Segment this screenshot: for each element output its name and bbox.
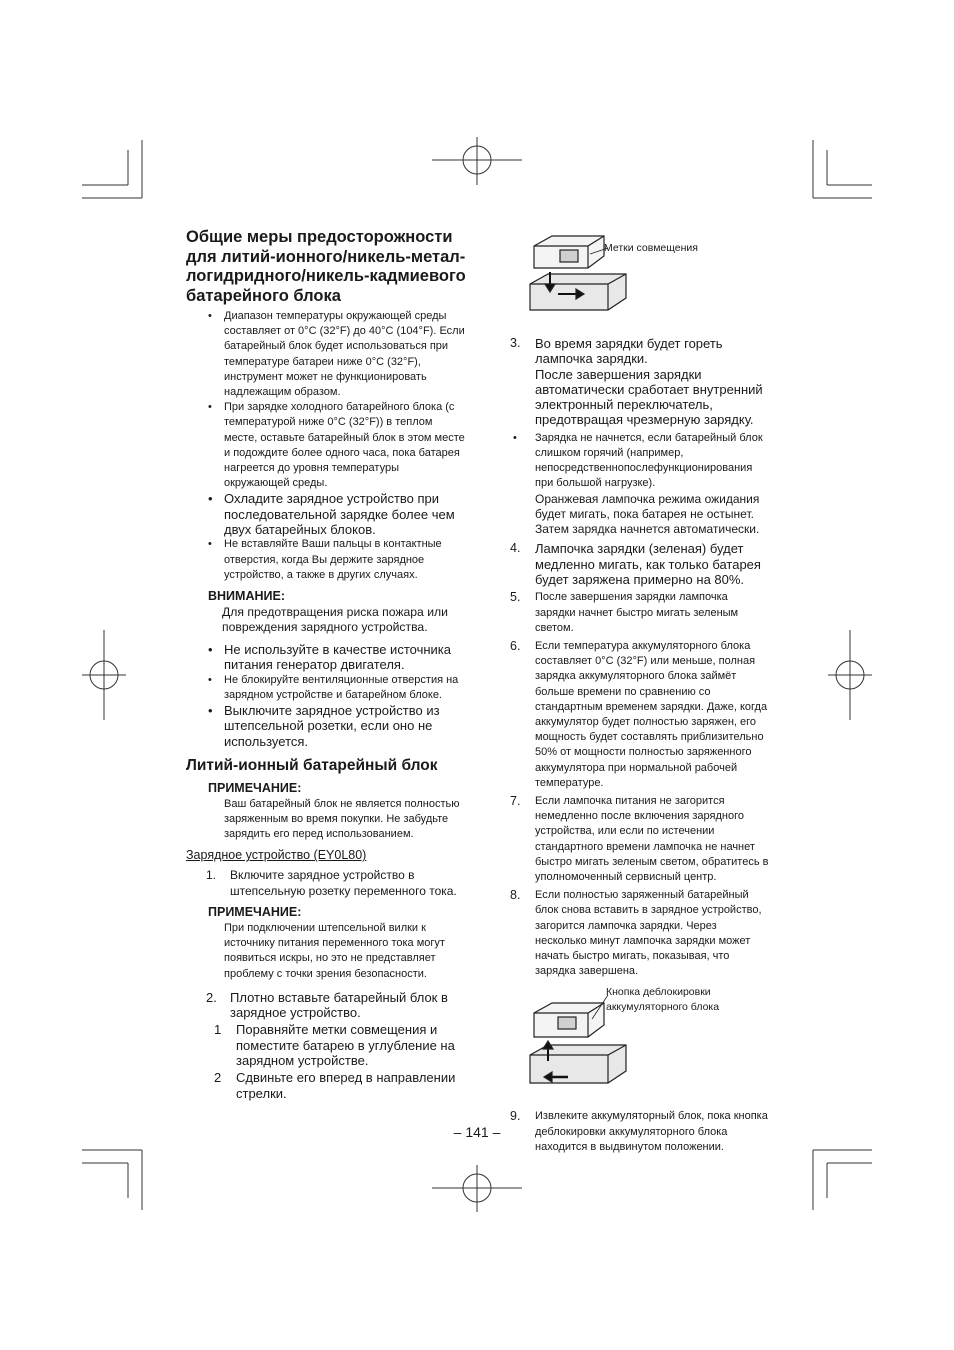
figure-label-release-button: Кнопка деблокировки аккумуляторного блока <box>606 986 720 1014</box>
note-text-1: Ваш батарейный блок не является полностью заряженным во время покупки. Не забудьте зарядить его перед использованием. <box>224 797 460 841</box>
note-text-2: При подключении штепсельной вилки к источнику питания переменного тока могут появиться искры, но это не представляет проблему с точки зрения безопасности. <box>224 922 445 980</box>
bullet-text: Зарядка не начнется, если батарейный блок слишком горячий (например, непосредственнопослефункционирования при большой нагрузке). <box>535 431 763 490</box>
step-7 <box>508 794 770 885</box>
note-heading-2: ПРИМЕЧАНИЕ: <box>208 905 302 920</box>
substep-1 <box>186 1022 466 1068</box>
caution-heading: ВНИМАНИЕ: <box>208 588 285 603</box>
step-8 <box>508 888 770 979</box>
bullet-text-continued: Оранжевая лампочка режима ожидания будет мигать, пока батарея не остынет. Затем зарядка начнется автоматически. <box>535 491 760 537</box>
step-number: 3. <box>510 336 521 350</box>
bullet-unplug: • Выключите зарядное устройство из штепсельной розетки, если оно не используется. <box>186 703 466 749</box>
step-3 <box>508 336 770 428</box>
step-text: Если полностью заряженный батарейный блок снова вставить в зарядное устройство, загорится лампочка зарядки. Через несколько минут лампочка зарядки может начать быстро мигать, показывая, что зарядка завершена. <box>535 889 762 978</box>
step-6 <box>508 639 770 791</box>
step-4 <box>508 541 770 587</box>
step-text: Если температура аккумуляторного блока составляет 0°C (32°F) или меньше, полная зарядка аккумуляторного блока займёт больше времени по сравнению со стандартным временем зарядки. Даже, когда аккумулятор будет полностью заряжен, его мощность будет составлять приблизительно 50% от мощности полностью заряженного аккумулятора при нормальной рабочей температуре. <box>535 639 768 789</box>
substep-number: 1 <box>214 1022 222 1038</box>
bullet-generator: • Не используйте в качестве источника питания генератор двигателя. <box>186 642 466 673</box>
step-5 <box>508 590 770 636</box>
step-text-continued: После завершения зарядки автоматически сработает внутренний электронный переключатель, предотвращая чрезмерную зарядку. <box>535 366 763 428</box>
bullet-vents: • Не блокируйте вентиляционные отверстия на зарядном устройстве и батарейном блоке. <box>186 673 466 703</box>
left-column <box>186 228 466 1101</box>
figure-label-alignment: Метки совмещения <box>604 242 698 254</box>
step-number: 2. <box>206 989 217 1005</box>
substep-text: Сдвиньте его вперед в направлении стрелки. <box>236 1070 456 1101</box>
step-text: Включите зарядное устройство в штепсельную розетку переменного тока. <box>230 868 457 898</box>
figure-alignment-marks <box>508 228 770 318</box>
step-text: Если лампочка питания не загорится немедленно после включения зарядного устройства, или если по истечении стандартного времени лампочка не начнет быстро мигать зеленым светом, обратитесь в уполномоченный сервисный центр. <box>535 795 769 884</box>
step-number: 8. <box>510 888 521 903</box>
section-title-li-ion: Литий-ионный батарейный блок <box>186 756 438 774</box>
substep-number: 2 <box>214 1070 222 1086</box>
step-text: После завершения зарядки лампочка зарядки начнет быстро мигать зеленым светом. <box>535 591 739 634</box>
bullet-temperature-range: • Диапазон температуры окружающей среды составляет от 0°C (32°F) до 40°C (104°F). Если батарейный блок будет использоваться при температуре батареи ниже 0°C (32°F), инструмент может не функционировать надлежащим образом. <box>186 309 466 400</box>
step-text: Плотно вставьте батарейный блок в зарядное устройство. <box>230 989 448 1021</box>
step-2 <box>186 990 466 1021</box>
caution-text: Для предотвращения риска пожара или повреждения зарядного устройства. <box>222 604 448 635</box>
figure-release-button <box>508 985 770 1097</box>
step-text: Во время зарядки будет гореть лампочка зарядки. <box>535 336 723 367</box>
page-number: – 141 – <box>453 1124 501 1140</box>
step-text: Лампочка зарядки (зеленая) будет медленно мигать, как только батарея будет заряжена примерно на 80%. <box>535 541 761 588</box>
right-column <box>508 228 770 1158</box>
bullet-fingers: • Не вставляйте Ваши пальцы в контактные отверстия, когда Вы держите зарядное устройство, а также в других случаях. <box>186 537 466 583</box>
step-9 <box>508 1109 770 1155</box>
step-text: Извлеките аккумуляторный блок, пока кнопка деблокировки аккумуляторного блока находится в выдвинутом положении. <box>535 1110 768 1153</box>
step-number: 9. <box>510 1109 521 1124</box>
bullet-cool-charger: • Охладите зарядное устройство при последовательной зарядке более чем двух батарейных блоков. <box>186 491 466 537</box>
step-number: 5. <box>510 590 521 605</box>
section-title-precautions: Общие меры предосторожности для литий-ионного/никель-метал-логидридного/никель-кадмиевого батарейного блока <box>186 228 466 305</box>
bullet-hot-battery <box>508 431 770 538</box>
note-heading-1: ПРИМЕЧАНИЕ: <box>208 780 302 795</box>
substep-2 <box>186 1070 466 1101</box>
step-number: 1. <box>206 868 217 883</box>
step-number: 6. <box>510 638 521 653</box>
charger-model-heading: Зарядное устройство (EY0L80) <box>186 848 367 863</box>
step-number: 7. <box>510 794 521 809</box>
bullet-cold-battery: • При зарядке холодного батарейного блока (с температурой ниже 0°C (32°F)) в теплом месте, оставьте батарейный блок в этом месте и подождите более одного часа, пока батарея нагреется до уровня температуры окружающей среды. <box>186 400 466 491</box>
substep-text: Поравняйте метки совмещения и поместите батарею в углубление на зарядном устройстве. <box>236 1022 455 1069</box>
step-number: 4. <box>510 541 521 556</box>
step-1 <box>186 868 466 899</box>
